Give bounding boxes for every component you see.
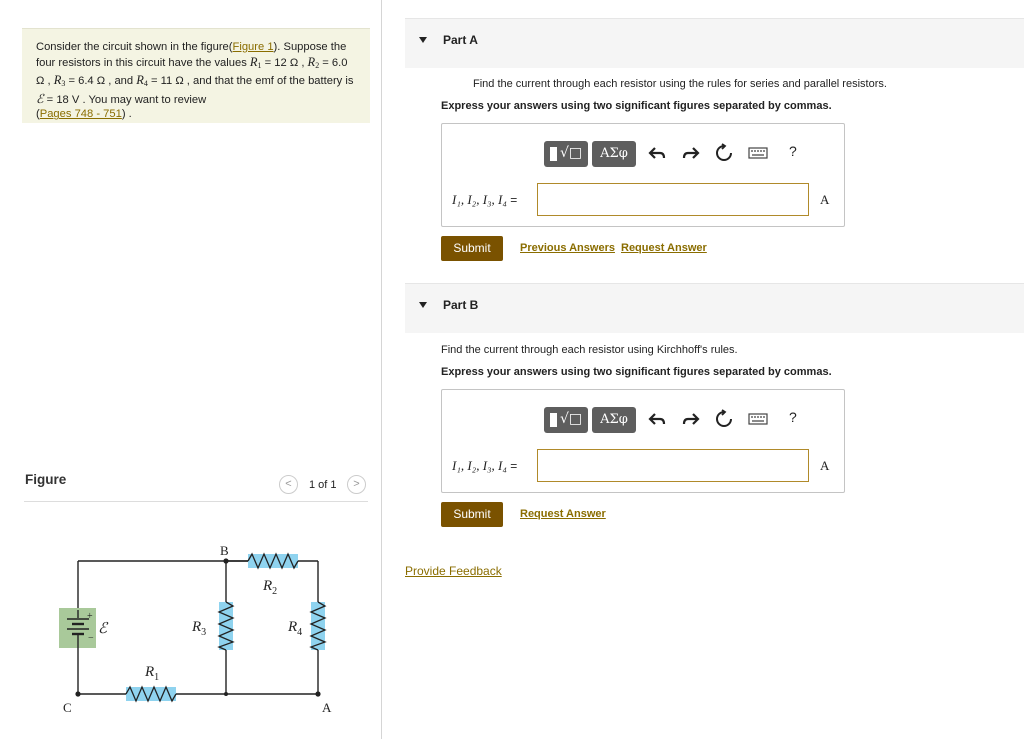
r3-label: $R_3$ xyxy=(192,619,207,638)
r2-symbol: $R_2$ xyxy=(307,54,320,70)
resistor-r2 xyxy=(226,554,298,568)
part-b-instruction: Express your answers using two significant figures separated by commas. xyxy=(441,366,832,378)
part-a-title: Part A xyxy=(443,33,478,47)
r2-value: = 6.0 Ω , xyxy=(36,56,348,88)
collapse-triangle-icon[interactable] xyxy=(419,37,427,43)
part-b-question: Find the current through each resistor using Kirchhoff's rules. xyxy=(441,344,738,356)
r4-symbol: $R_4$ xyxy=(136,73,148,89)
part-b-variable-label: I₁, I₂, I₃, I₄ = xyxy=(452,458,518,473)
reset-icon[interactable] xyxy=(714,143,734,163)
part-a-question: Find the current through each resistor using the rules for series and parallel resistors. xyxy=(473,78,887,90)
problem-statement xyxy=(22,28,370,123)
node-a xyxy=(315,691,320,696)
panel-divider xyxy=(381,0,382,739)
pages-suffix: ) . xyxy=(121,108,132,121)
keyboard-icon[interactable] xyxy=(748,409,768,429)
r1-symbol: $R_1$ xyxy=(249,54,262,70)
r2-label: $R_2$ xyxy=(263,578,278,597)
circuit-diagram xyxy=(40,530,360,720)
help-icon[interactable]: ? xyxy=(789,409,797,425)
collapse-triangle-icon[interactable] xyxy=(419,302,427,308)
part-a-header[interactable] xyxy=(405,18,1024,68)
part-b-request-answer-link[interactable]: Request Answer xyxy=(520,508,606,520)
battery-symbol xyxy=(59,608,96,650)
emf-symbol: ℰ xyxy=(36,91,44,106)
node-c-label: C xyxy=(63,700,72,715)
resistor-r1 xyxy=(126,687,176,701)
part-a-request-answer-link[interactable]: Request Answer xyxy=(621,242,707,254)
node-c xyxy=(75,691,80,696)
figure-next-button[interactable]: > xyxy=(347,475,366,494)
pages-link[interactable]: Pages 748 - 751 xyxy=(39,108,122,121)
part-b-title: Part B xyxy=(443,298,479,312)
part-b-submit-button[interactable]: Submit xyxy=(441,502,503,527)
node-b xyxy=(223,558,228,563)
math-toolbar xyxy=(544,404,814,434)
problem-intro: Consider the circuit shown in the figure( xyxy=(36,41,233,53)
figure-divider xyxy=(24,501,368,502)
matrix-root-icon[interactable]: √□ xyxy=(544,141,588,167)
resistor-r4 xyxy=(311,602,325,650)
help-icon[interactable]: ? xyxy=(789,143,797,159)
part-b-answer-input[interactable] xyxy=(537,449,809,482)
r1-value: = 12 Ω , xyxy=(261,56,308,69)
r4-label: $R_4$ xyxy=(288,619,303,638)
part-a-answer-box xyxy=(441,123,845,227)
previous-answers-link[interactable]: Previous Answers xyxy=(520,242,615,254)
problem-text: ). Suppose the four resistors in this circuit have the values xyxy=(36,41,347,69)
battery-minus-label: − xyxy=(88,633,94,644)
part-b-header[interactable] xyxy=(405,283,1024,333)
math-toolbar xyxy=(544,138,814,168)
part-a-variable-label: I₁, I₂, I₃, I₄ = xyxy=(452,192,518,207)
r1-label: $R_1$ xyxy=(145,664,160,683)
figure-page-counter: 1 of 1 xyxy=(309,479,337,491)
greek-symbols-icon[interactable]: ΑΣφ xyxy=(592,407,636,433)
part-a-instruction: Express your answers using two significant figures separated by commas. xyxy=(441,100,832,112)
redo-icon[interactable] xyxy=(680,409,700,429)
part-b-unit: A xyxy=(820,458,830,473)
reset-icon[interactable] xyxy=(714,409,734,429)
resistor-r3 xyxy=(219,602,233,650)
undo-icon[interactable] xyxy=(648,143,668,163)
redo-icon[interactable] xyxy=(680,143,700,163)
node-b-label: B xyxy=(220,543,229,558)
figure-title: Figure xyxy=(25,472,67,487)
r4-value: = 11 Ω , and that the emf of the battery is xyxy=(147,75,354,88)
part-a-answer-input[interactable] xyxy=(537,183,809,216)
battery-plus-label: + xyxy=(87,611,93,622)
part-b-answer-box xyxy=(441,389,845,493)
undo-icon[interactable] xyxy=(648,409,668,429)
figure-link[interactable]: Figure 1 xyxy=(232,41,274,53)
junction-bottom xyxy=(224,692,228,696)
r3-value: = 6.4 Ω , and xyxy=(65,75,137,88)
part-a-submit-button[interactable]: Submit xyxy=(441,236,503,261)
node-a-label: A xyxy=(322,700,332,715)
provide-feedback-link[interactable]: Provide Feedback xyxy=(405,564,502,578)
emf-label: ℰ xyxy=(98,621,108,637)
figure-prev-button[interactable]: < xyxy=(279,475,298,494)
emf-value: = 18 V . You may want to review xyxy=(43,93,207,106)
part-a-unit: A xyxy=(820,192,830,207)
r3-symbol: $R_3$ xyxy=(53,73,66,89)
matrix-root-icon[interactable]: √□ xyxy=(544,407,588,433)
greek-symbols-icon[interactable]: ΑΣφ xyxy=(592,141,636,167)
pages-prefix: ( xyxy=(36,108,40,121)
keyboard-icon[interactable] xyxy=(748,143,768,163)
